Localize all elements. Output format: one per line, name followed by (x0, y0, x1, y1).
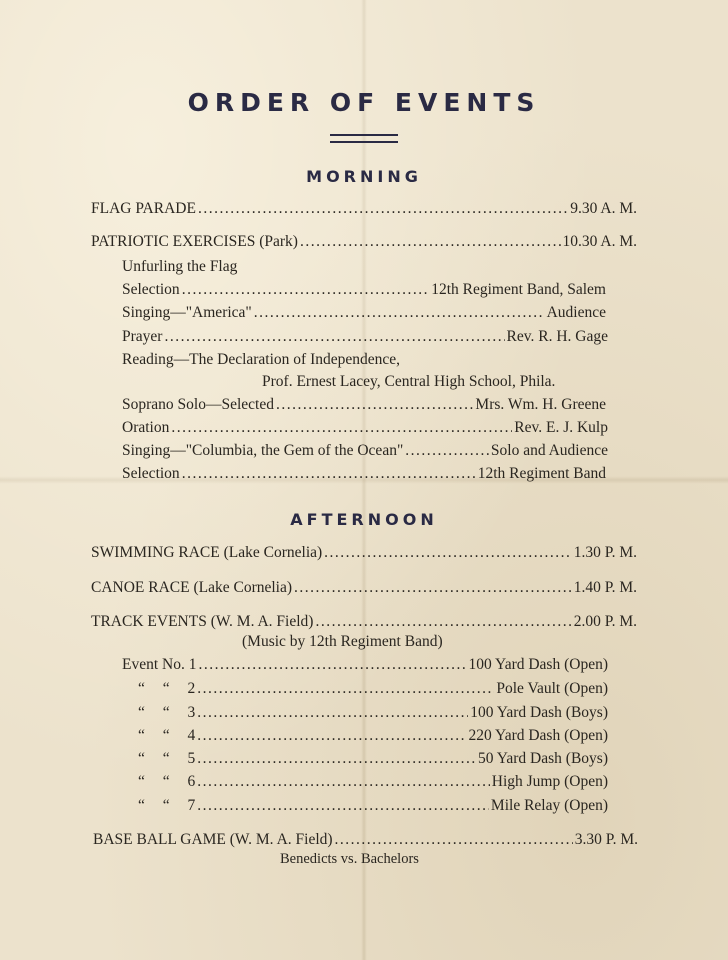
event-name: 100 Yard Dash (Open) (468, 656, 608, 673)
teams-text: Benedicts vs. Bachelors (280, 851, 419, 867)
event-number: “ “ 7 (138, 797, 196, 814)
soprano-label: Soprano Solo—Selected (122, 396, 274, 413)
oration-label: Oration (122, 419, 170, 436)
leader-dots (171, 418, 512, 438)
baseball-row (93, 830, 638, 850)
swimming-race-label: SWIMMING RACE (Lake Cornelia) (91, 544, 323, 561)
music-note: (Music by 12th Regiment Band) (242, 633, 443, 650)
event-name: 50 Yard Dash (Boys) (477, 750, 608, 767)
track-events-time: 2.00 P. M. (573, 613, 637, 630)
title-rule-bottom (330, 141, 398, 143)
leader-dots (164, 327, 504, 347)
flag-parade-label: FLAG PARADE (91, 200, 196, 217)
oration-performer: Rev. E. J. Kulp (514, 419, 608, 436)
leader-dots (335, 830, 573, 850)
event-number: “ “ 6 (138, 773, 196, 790)
selection-row (122, 280, 606, 300)
event-number: “ “ 2 (138, 680, 196, 697)
swimming-race-time: 1.30 P. M. (573, 544, 637, 561)
leader-dots (182, 280, 430, 300)
soprano-row (122, 395, 606, 415)
patriotic-exercises-label: PATRIOTIC EXERCISES (Park) (91, 233, 298, 250)
leader-dots (197, 703, 468, 723)
flag-parade-time: 9.30 A. M. (570, 200, 637, 217)
leader-dots (300, 232, 561, 252)
event-row (138, 679, 608, 699)
event-name: High Jump (Open) (491, 773, 608, 790)
unfurling-text: Unfurling the Flag (122, 258, 238, 275)
selection-performer: 12th Regiment Band, Salem (431, 281, 606, 298)
leader-dots (198, 199, 568, 219)
prayer-row (122, 327, 608, 347)
canoe-race-row (91, 578, 637, 598)
baseball-label: BASE BALL GAME (W. M. A. Field) (93, 831, 333, 848)
page-title: ORDER OF EVENTS (187, 88, 541, 117)
patriotic-exercises-time: 10.30 A. M. (562, 233, 637, 250)
prayer-label: Prayer (122, 328, 163, 345)
event-row (138, 703, 608, 723)
canoe-race-label: CANOE RACE (Lake Cornelia) (91, 579, 293, 596)
event-row (122, 655, 608, 675)
leader-dots (315, 612, 571, 632)
swimming-race-row (91, 543, 637, 563)
singing-columbia-label: Singing—"Columbia, the Gem of the Ocean" (122, 442, 404, 459)
event-name: 220 Yard Dash (Open) (468, 727, 608, 744)
event-name: Pole Vault (Open) (496, 680, 608, 697)
selection-final-row (122, 464, 606, 484)
oration-row (122, 418, 608, 438)
leader-dots (197, 772, 489, 792)
event-number: Event No. 1 (122, 656, 197, 673)
track-events-row (91, 612, 637, 632)
afternoon-heading: AFTERNOON (290, 510, 438, 529)
singing-columbia-row (122, 441, 608, 461)
leader-dots (197, 726, 466, 746)
event-row (138, 749, 608, 769)
event-number: “ “ 5 (138, 750, 196, 767)
singing-america-performer: Audience (546, 304, 606, 321)
event-number: “ “ 4 (138, 727, 196, 744)
singing-america-row (122, 303, 606, 323)
singing-america-label: Singing—"America" (122, 304, 252, 321)
event-name: Mile Relay (Open) (490, 797, 608, 814)
leader-dots (198, 655, 466, 675)
baseball-time: 3.30 P. M. (574, 831, 638, 848)
event-name: 100 Yard Dash (Boys) (470, 704, 608, 721)
leader-dots (276, 395, 473, 415)
leader-dots (324, 543, 572, 563)
leader-dots (294, 578, 572, 598)
leader-dots (405, 441, 489, 461)
flag-parade-row (91, 199, 637, 219)
morning-heading: MORNING (306, 167, 422, 186)
leader-dots (197, 796, 489, 816)
reading-text: Reading—The Declaration of Independence, (122, 351, 401, 368)
event-row (138, 772, 608, 792)
leader-dots (197, 749, 476, 769)
singing-columbia-performer: Solo and Audience (490, 442, 608, 459)
selection-final-performer: 12th Regiment Band (477, 465, 606, 482)
track-events-label: TRACK EVENTS (W. M. A. Field) (91, 613, 314, 630)
prayer-performer: Rev. R. H. Gage (506, 328, 608, 345)
canoe-race-time: 1.40 P. M. (573, 579, 637, 596)
leader-dots (197, 679, 494, 699)
reader-text: Prof. Ernest Lacey, Central High School, Phila. (262, 373, 556, 390)
patriotic-exercises-row (91, 232, 637, 252)
leader-dots (182, 464, 476, 484)
event-row (138, 796, 608, 816)
soprano-performer: Mrs. Wm. H. Greene (475, 396, 606, 413)
leader-dots (254, 303, 545, 323)
selection-label: Selection (122, 281, 180, 298)
event-number: “ “ 3 (138, 704, 196, 721)
selection-final-label: Selection (122, 465, 180, 482)
event-row (138, 726, 608, 746)
title-rule-top (330, 134, 398, 136)
